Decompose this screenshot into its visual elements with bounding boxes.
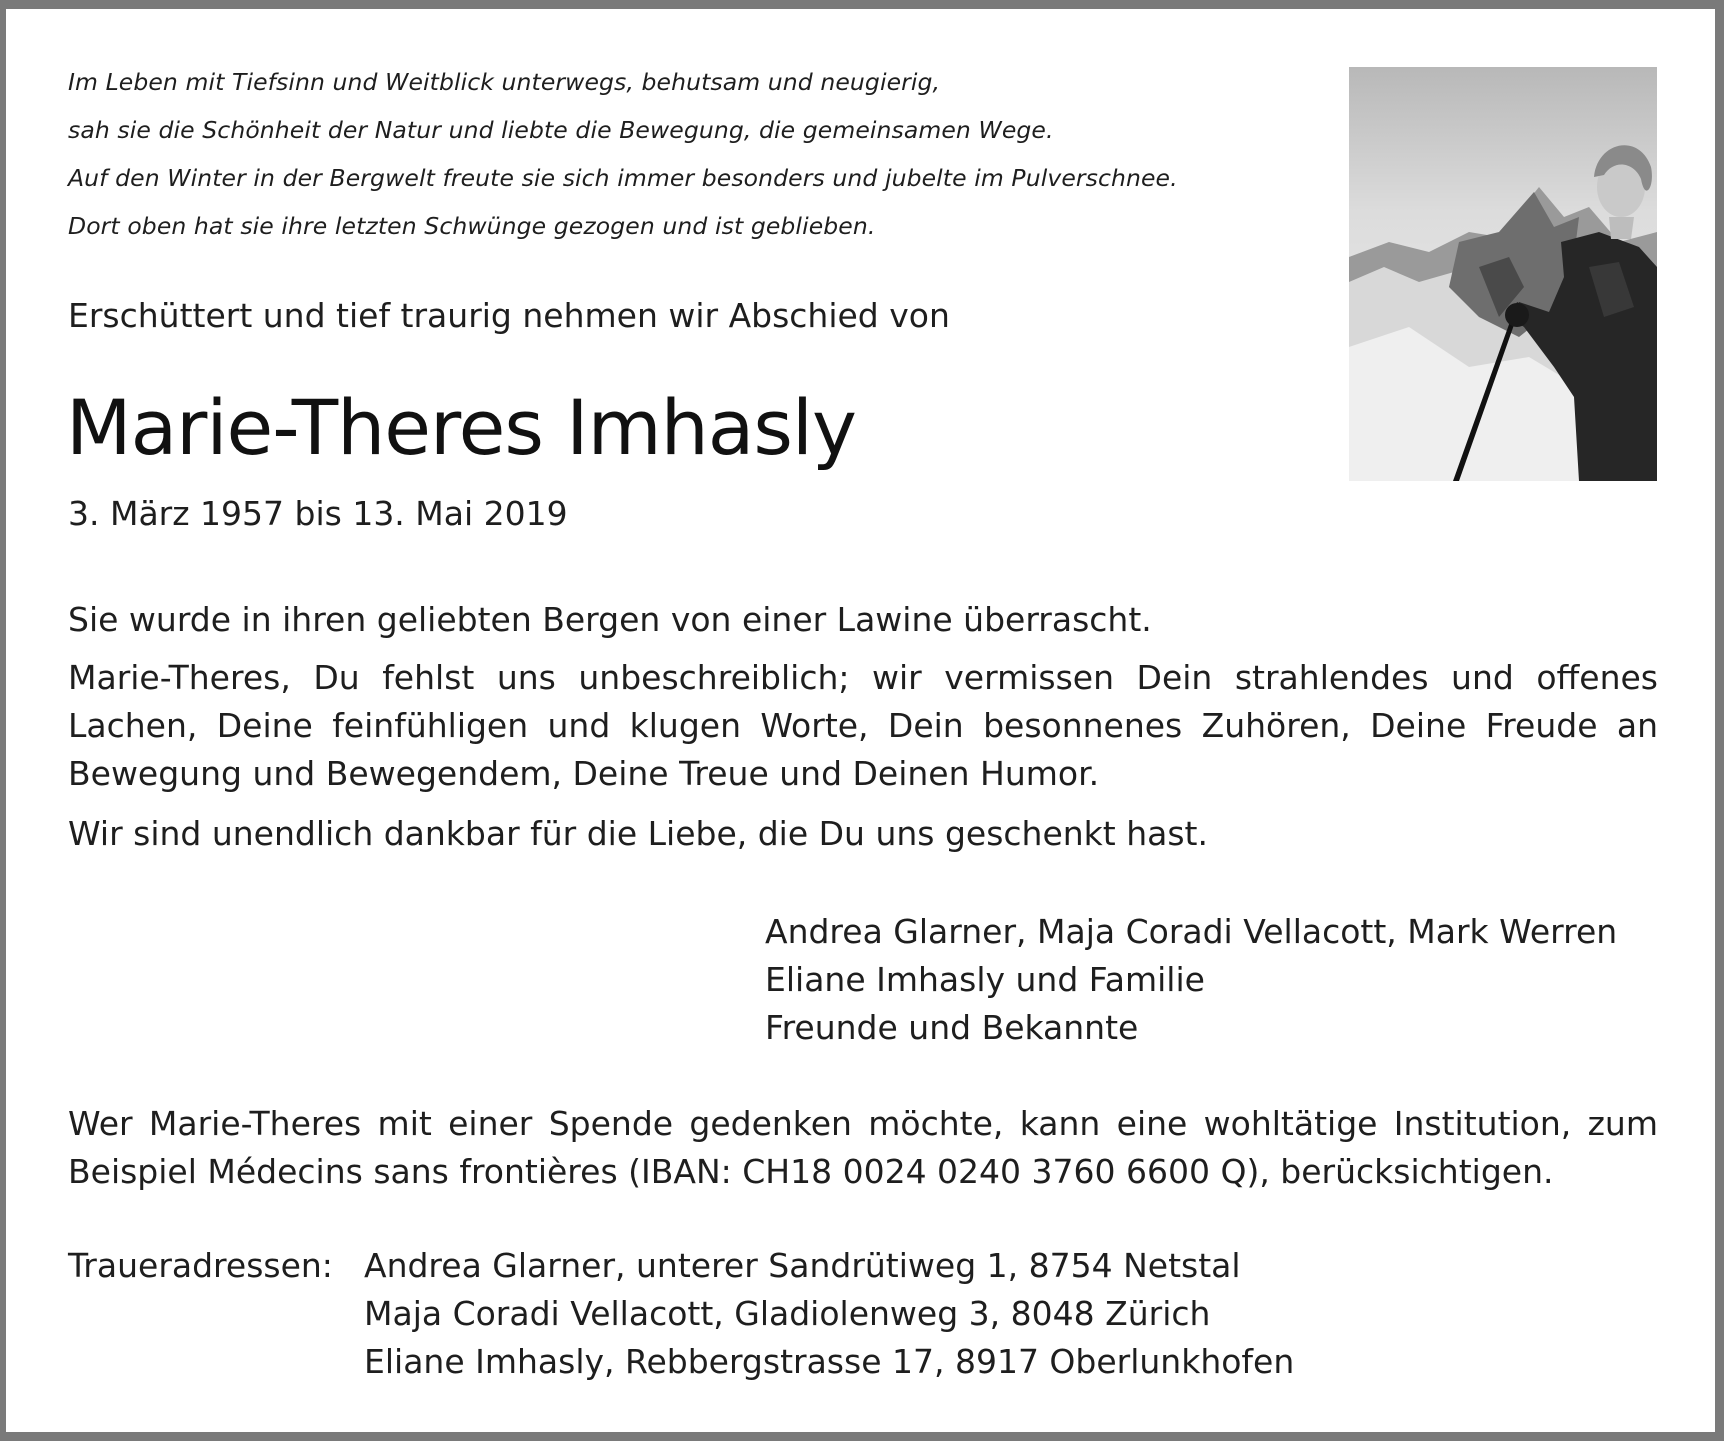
deceased-name: Marie-Theres Imhasly bbox=[66, 383, 857, 472]
signer-line-2: Eliane Imhasly und Familie bbox=[765, 960, 1205, 999]
portrait-photo bbox=[1349, 67, 1657, 481]
portrait-photo-drawing bbox=[1349, 67, 1657, 481]
address-line-2: Maja Coradi Vellacott, Gladiolenweg 3, 8048 Zürich bbox=[364, 1294, 1211, 1333]
address-line-1: Andrea Glarner, unterer Sandrütiweg 1, 8754 Netstal bbox=[364, 1246, 1241, 1285]
mourning-addresses-label: Traueradressen: bbox=[68, 1246, 333, 1285]
life-dates: 3. März 1957 bis 13. Mai 2019 bbox=[68, 494, 568, 533]
farewell-intro: Erschüttert und tief traurig nehmen wir Abschied von bbox=[68, 296, 950, 335]
paragraph-gratitude: Wir sind unendlich dankbar für die Liebe, die Du uns geschenkt hast. bbox=[68, 814, 1208, 853]
paragraph-missing: Marie-Theres, Du fehlst uns unbeschreiblich; wir vermissen Dein strahlendes und offenes Lachen, Deine feinfühligen und klugen Worte, Dein besonnenes Zuhören, Deine Freude an Bewegung und Bewegendem, Deine Treue und Deinen Humor. bbox=[68, 658, 1658, 793]
paragraph-avalanche: Sie wurde in ihren geliebten Bergen von einer Lawine überrascht. bbox=[68, 600, 1152, 639]
signer-line-1: Andrea Glarner, Maja Coradi Vellacott, Mark Werren bbox=[765, 912, 1618, 951]
motto-line-1: Im Leben mit Tiefsinn und Weitblick unterwegs, behutsam und neugierig, bbox=[68, 68, 941, 96]
motto-line-3: Auf den Winter in der Bergwelt freute sie sich immer besonders und jubelte im Pulverschnee. bbox=[68, 164, 1178, 192]
motto-line-2: sah sie die Schönheit der Natur und liebte die Bewegung, die gemeinsamen Wege. bbox=[68, 116, 1054, 144]
motto-line-4: Dort oben hat sie ihre letzten Schwünge gezogen und ist geblieben. bbox=[68, 212, 876, 240]
donation-note: Wer Marie-Theres mit einer Spende gedenken möchte, kann eine wohltätige Institution, zum Beispiel Médecins sans frontières (IBAN: CH18 0024 0240 3760 6600 Q), berücksichtigen. bbox=[68, 1104, 1658, 1191]
address-line-3: Eliane Imhasly, Rebbergstrasse 17, 8917 Oberlunkhofen bbox=[364, 1342, 1295, 1381]
signer-line-3: Freunde und Bekannte bbox=[765, 1008, 1139, 1047]
